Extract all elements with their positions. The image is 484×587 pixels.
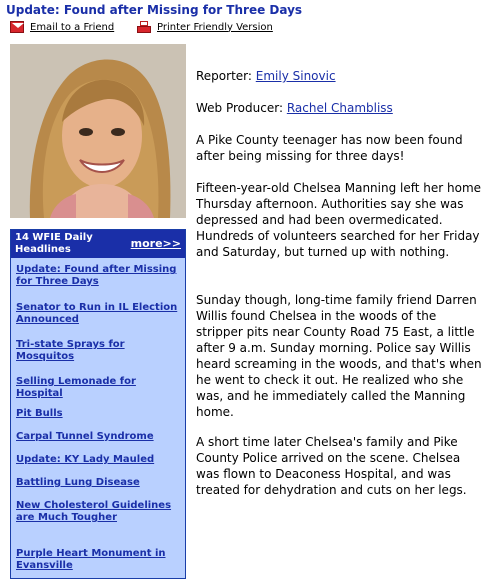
article-paragraph: Fifteen-year-old Chelsea Manning left her home Thursday afternoon. Authorities say she was depressed and had been overmedicated. Hundreds of volunteers searched for her Friday and Saturday, but turned up with nothing. [196, 181, 482, 259]
email-to-friend-link[interactable] [10, 21, 114, 33]
headline-link[interactable]: Update: Found after Missing for Three Days [16, 264, 177, 287]
headline-link[interactable]: Tri-state Sprays for Mosquitos [16, 339, 125, 362]
headline-link[interactable]: Carpal Tunnel Syndrome [16, 431, 154, 442]
daily-headlines-header [11, 230, 185, 258]
daily-headlines-box [10, 229, 186, 579]
reporter-link[interactable]: Emily Sinovic [255, 69, 336, 83]
producer-label: Web Producer: [196, 101, 283, 115]
headline-link[interactable]: Pit Bulls [16, 408, 63, 419]
printer-friendly-link[interactable] [137, 21, 273, 33]
article-paragraph: A Pike County teenager has now been found after being missing for three days! [196, 133, 463, 163]
article-paragraph: Sunday though, long-time family friend Darren Willis found Chelsea in the woods of the stripper pits near County Road 75 East, a little after 9 a.m. Sunday morning. Police say Willis heard screaming in the woods, and that's when he went to check it out. He realized who she was, and he immediately called the Manning home. [196, 293, 482, 419]
article-paragraph: A short time later Chelsea's family and Pike County Police arrived on the scene. Chelsea was flown to Deaconess Hospital, and was treated for dehydration and cuts on her legs. [196, 435, 467, 497]
producer-link[interactable]: Rachel Chambliss [286, 101, 393, 115]
email-to-friend-label[interactable]: Email to a Friend [30, 21, 115, 33]
envelope-icon [10, 21, 24, 33]
reporter-line [196, 68, 483, 84]
daily-headlines-title: 14 WFIE Daily Headlines [15, 232, 93, 255]
headline-link[interactable]: Selling Lemonade for Hospital [16, 376, 136, 399]
article-photo [10, 44, 186, 218]
producer-line [196, 100, 483, 116]
printer-icon [137, 21, 151, 33]
article-headline: Update: Found after Missing for Three Days [6, 3, 303, 17]
headline-link[interactable]: Senator to Run in IL Election Announced [16, 302, 178, 325]
more-headlines-link[interactable]: more>> [130, 237, 181, 250]
reporter-label: Reporter: [196, 69, 252, 83]
portrait-illustration [10, 44, 186, 218]
headline-link[interactable]: Battling Lung Disease [16, 477, 140, 488]
headline-link[interactable]: Purple Heart Monument in Evansville [16, 548, 166, 571]
headline-link[interactable]: Update: KY Lady Mauled [16, 454, 155, 465]
printer-friendly-label[interactable]: Printer Friendly Version [157, 21, 273, 33]
headline-link[interactable]: New Cholesterol Guidelines are Much Tougher [16, 500, 172, 523]
